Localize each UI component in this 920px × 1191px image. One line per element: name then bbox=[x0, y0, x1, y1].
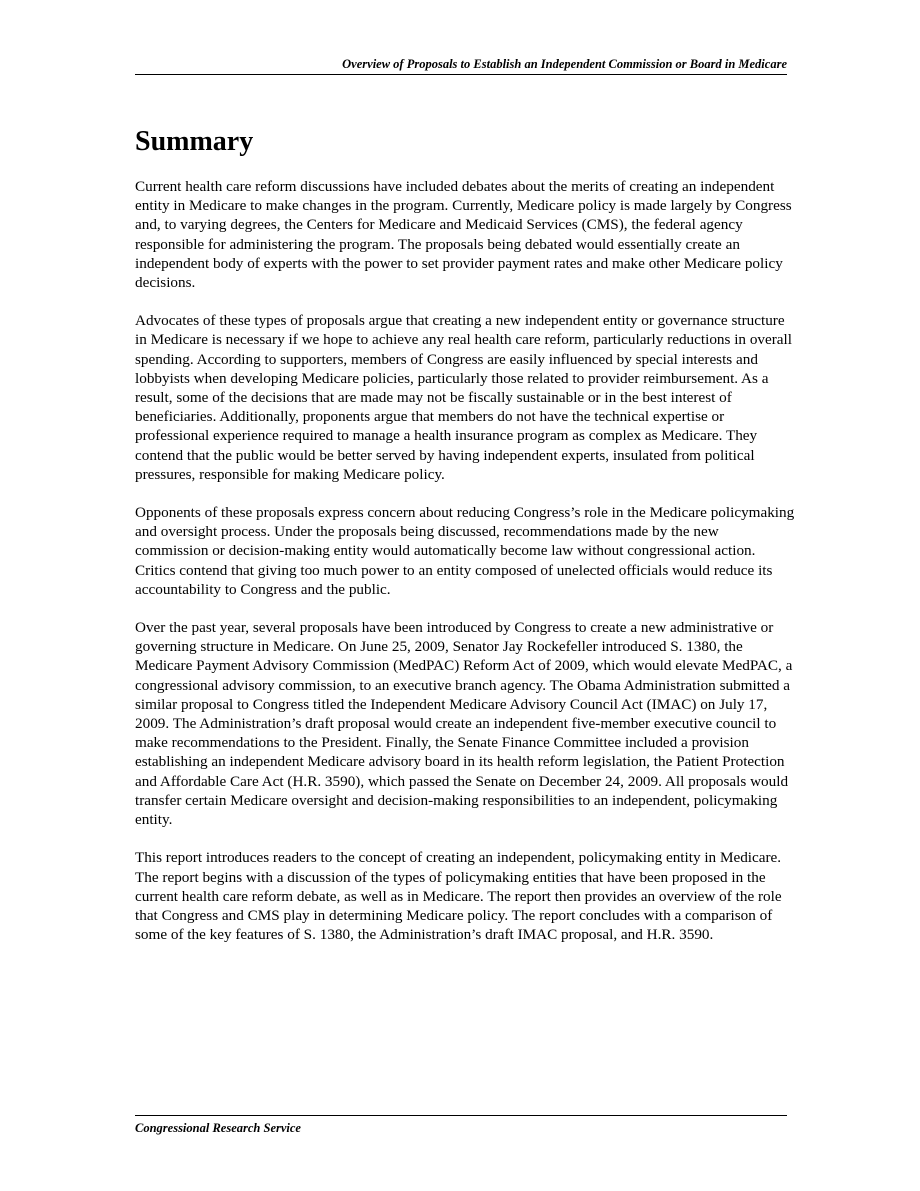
paragraph-proposals: Over the past year, several proposals have been introduced by Congress to create a new administrative or governing structure in Medicare. On June 25, 2009, Senator Jay Rockefeller introduced S. 1380, the Medicare Payment Advisory Commission (MedPAC) Reform Act of 2009, which would elevate MedPAC, a congressional advisory commission, to an executive branch agency. The Obama Administration submitted a similar proposal to Congress titled the Independent Medicare Advisory Council Act (IMAC) on July 17, 2009. The Administration’s draft proposal would create an independent five-member executive council to make recommendations to the President. Finally, the Senate Finance Committee included a provision establishing an independent Medicare advisory board in its health reform legislation, the Patient Protection and Affordable Care Act (H.R. 3590), which passed the Senate on December 24, 2009. All proposals would transfer certain Medicare oversight and decision-making responsibilities to an independent, policymaking entity. bbox=[135, 619, 793, 829]
running-header: Overview of Proposals to Establish an Independent Commission or Board in Medicare bbox=[135, 56, 787, 75]
section-title: Summary bbox=[135, 126, 254, 157]
paragraph-opponents: Opponents of these proposals express concern about reducing Congress’s role in the Medicare policymaking and oversight process. Under the proposals being discussed, recommendations made by the new commission or decision-making entity would automatically become law without congressional action. Critics contend that giving too much power to an entity composed of unelected officials would reduce its accountability to Congress and the public. bbox=[135, 504, 795, 598]
footer-rule bbox=[135, 1115, 787, 1116]
running-footer: Congressional Research Service bbox=[135, 1121, 301, 1135]
paragraph-intro: Current health care reform discussions have included debates about the merits of creating an independent entity in Medicare to make changes in the program. Currently, Medicare policy is made largely by Congress and, to varying degrees, the Centers for Medicare and Medicaid Services (CMS), the federal agency responsible for administering the program. The proposals being debated would essentially create an independent body of experts with the power to set provider payment rates and make other Medicare policy decisions. bbox=[135, 178, 792, 292]
paragraph-advocates: Advocates of these types of proposals argue that creating a new independent entity or governance structure in Medicare is necessary if we hope to achieve any real health care reform, particularly reductions in overall spending. According to supporters, members of Congress are easily influenced by special interests and lobbyists when developing Medicare policies, particularly those related to provider reimbursement. As a result, some of the decisions that are made may not be fiscally sustainable or in the best interest of beneficiaries. Additionally, proponents argue that members do not have the technical expertise or professional experience required to manage a health insurance program as complex as Medicare. They contend that the public would be better served by having independent experts, insulated from political pressures, responsible for making Medicare policy. bbox=[135, 312, 792, 483]
paragraph-report-overview: This report introduces readers to the concept of creating an independent, policymaking entity in Medicare. The report begins with a discussion of the types of policymaking entities that have been proposed in the current health care reform debate, as well as in Medicare. The report then provides an overview of the role that Congress and CMS play in determining Medicare policy. The report concludes with a comparison of some of the key features of S. 1380, the Administration’s draft IMAC proposal, and H.R. 3590. bbox=[135, 849, 782, 944]
body-text bbox=[135, 177, 795, 963]
